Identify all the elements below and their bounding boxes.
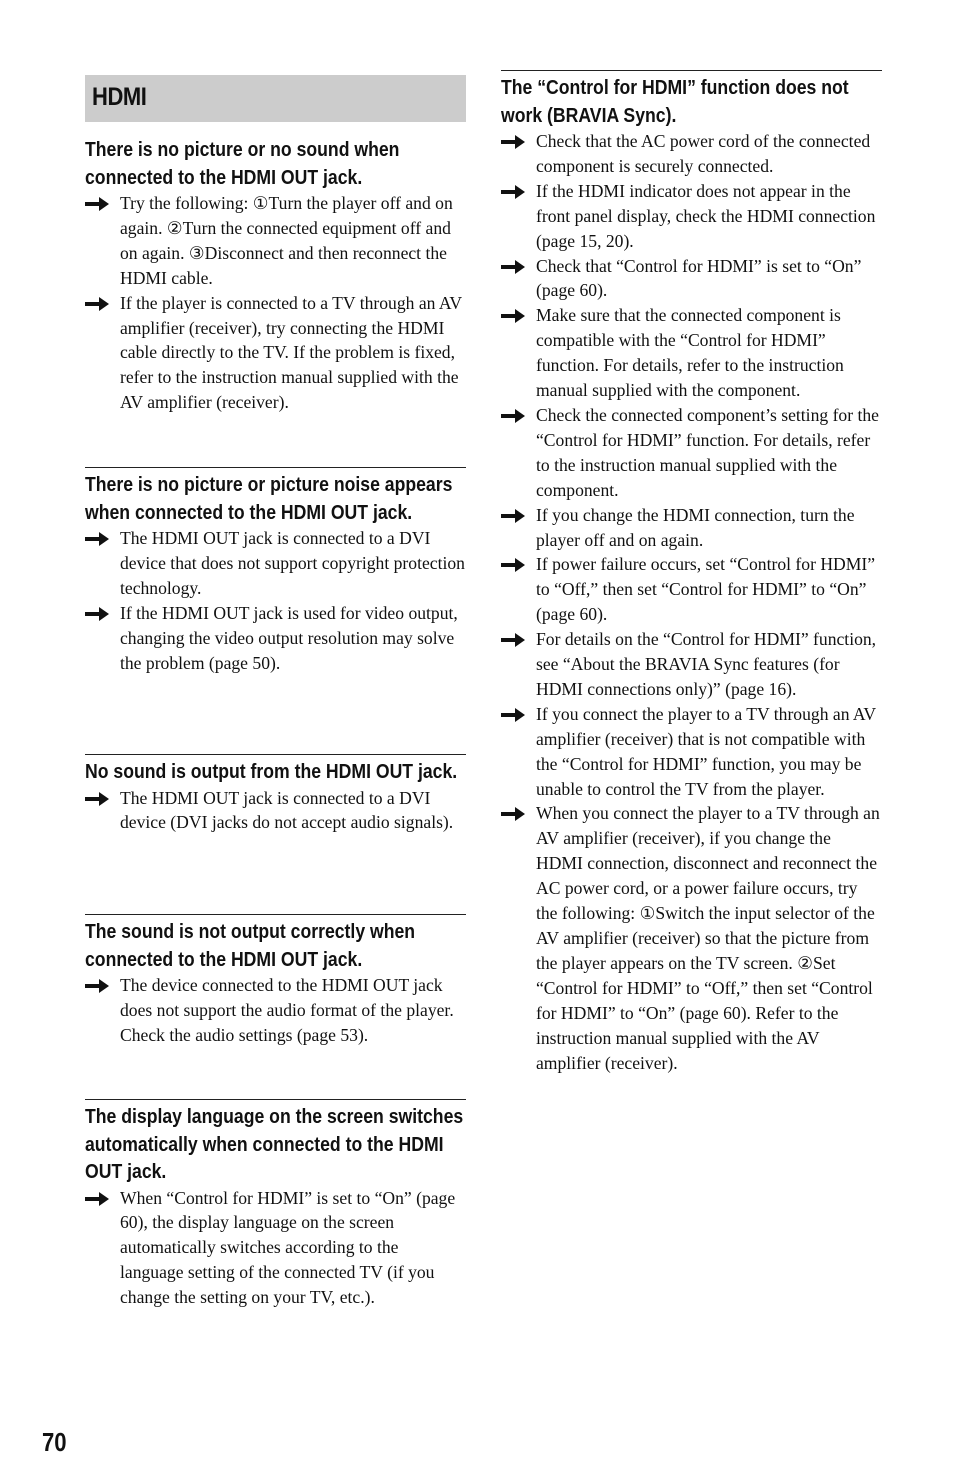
arrow-icon bbox=[501, 135, 525, 149]
arrow-icon bbox=[501, 260, 525, 274]
remedy-item: If the player is connected to a TV through an AV amplifier (receiver), try connecting the HDMI cable directly to the TV. If the problem is fixed, refer to the instruction manual supplied with the AV amplifier (receiver). bbox=[85, 291, 466, 416]
arrow-icon bbox=[85, 297, 109, 311]
trouble-heading: The sound is not output correctly when connected to the HDMI OUT jack. bbox=[85, 920, 416, 971]
arrow-icon bbox=[501, 185, 525, 199]
trouble-block bbox=[85, 136, 466, 415]
remedy-item: Try the following: ①Turn the player off and on again. ②Turn the connected equipment off and on again. ③Disconnect and then reconnect the HDMI cable. bbox=[85, 191, 466, 291]
remedy-item: Check that “Control for HDMI” is set to “On” (page 60). bbox=[501, 254, 882, 304]
remedy-item: For details on the “Control for HDMI” function, see “About the BRAVIA Sync features (for HDMI connections only)” (page 16). bbox=[501, 627, 882, 702]
remedy-item: Make sure that the connected component is compatible with the “Control for HDMI” function. For details, refer to the instruction manual supplied with the component. bbox=[501, 303, 882, 403]
remedy-item: The HDMI OUT jack is connected to a DVI device that does not support copyright protection technology. bbox=[85, 526, 466, 601]
remedy-item: The HDMI OUT jack is connected to a DVI device (DVI jacks do not accept audio signals). bbox=[85, 786, 466, 836]
arrow-icon bbox=[501, 309, 525, 323]
section-title: HDMI bbox=[92, 83, 147, 111]
remedy-item: The device connected to the HDMI OUT jack does not support the audio format of the player. Check the audio settings (page 53). bbox=[85, 973, 466, 1048]
arrow-icon bbox=[501, 633, 525, 647]
page-number: 70 bbox=[42, 1427, 67, 1457]
trouble-block bbox=[501, 70, 882, 1075]
remedy-item: Check the connected component’s setting for the “Control for HDMI” function. For details, refer to the instruction manual supplied with the component. bbox=[501, 403, 882, 503]
remedy-item: If you connect the player to a TV through an AV amplifier (receiver) that is not compatible with the “Control for HDMI” function, you may be unable to control the TV from the player. bbox=[501, 702, 882, 802]
arrow-icon bbox=[501, 558, 525, 572]
arrow-icon bbox=[501, 509, 525, 523]
arrow-icon bbox=[85, 1192, 109, 1206]
remedy-item: If power failure occurs, set “Control for HDMI” to “Off,” then set “Control for HDMI” to “On” (page 60). bbox=[501, 552, 882, 627]
arrow-icon bbox=[85, 607, 109, 621]
remedy-item: If the HDMI OUT jack is used for video output, changing the video output resolution may solve the problem (page 50). bbox=[85, 601, 466, 676]
remedy-item: When you connect the player to a TV through an AV amplifier (receiver), if you change the HDMI connection, disconnect and reconnect the AC power cord, or a power failure occurs, try the following: ①Switch the input selector of the AV amplifier (receiver) so that the picture from the player appears on the TV screen. ②Set “Control for HDMI” to “Off,” then set “Control for HDMI” to “On” (page 60). Refer to the instruction manual supplied with the AV amplifier (receiver). bbox=[501, 801, 882, 1075]
trouble-block bbox=[85, 1099, 466, 1310]
remedy-item: Check that the AC power cord of the connected component is securely connected. bbox=[501, 129, 882, 179]
remedy-item: If the HDMI indicator does not appear in the front panel display, check the HDMI connection (page 15, 20). bbox=[501, 179, 882, 254]
arrow-icon bbox=[501, 409, 525, 423]
arrow-icon bbox=[85, 197, 109, 211]
arrow-icon bbox=[501, 708, 525, 722]
trouble-heading: No sound is output from the HDMI OUT jack. bbox=[85, 760, 458, 783]
trouble-block bbox=[85, 914, 466, 1048]
trouble-heading: The “Control for HDMI” function does not work (BRAVIA Sync). bbox=[501, 76, 849, 127]
remedy-item: If you change the HDMI connection, turn the player off and on again. bbox=[501, 503, 882, 553]
arrow-icon bbox=[85, 792, 109, 806]
trouble-heading: There is no picture or no sound when connected to the HDMI OUT jack. bbox=[85, 138, 400, 189]
remedy-item: When “Control for HDMI” is set to “On” (page 60), the display language on the screen automatically switches according to the language setting of the connected TV (if you change the setting on your TV, etc.). bbox=[85, 1186, 466, 1311]
arrow-icon bbox=[85, 979, 109, 993]
arrow-icon bbox=[501, 807, 525, 821]
trouble-heading: The display language on the screen switches automatically when connected to the HDMI OUT jack. bbox=[85, 1105, 464, 1183]
section-header-bar bbox=[85, 75, 466, 122]
trouble-heading: There is no picture or picture noise appears when connected to the HDMI OUT jack. bbox=[85, 473, 453, 524]
trouble-block bbox=[85, 467, 466, 675]
arrow-icon bbox=[85, 532, 109, 546]
trouble-block bbox=[85, 754, 466, 835]
